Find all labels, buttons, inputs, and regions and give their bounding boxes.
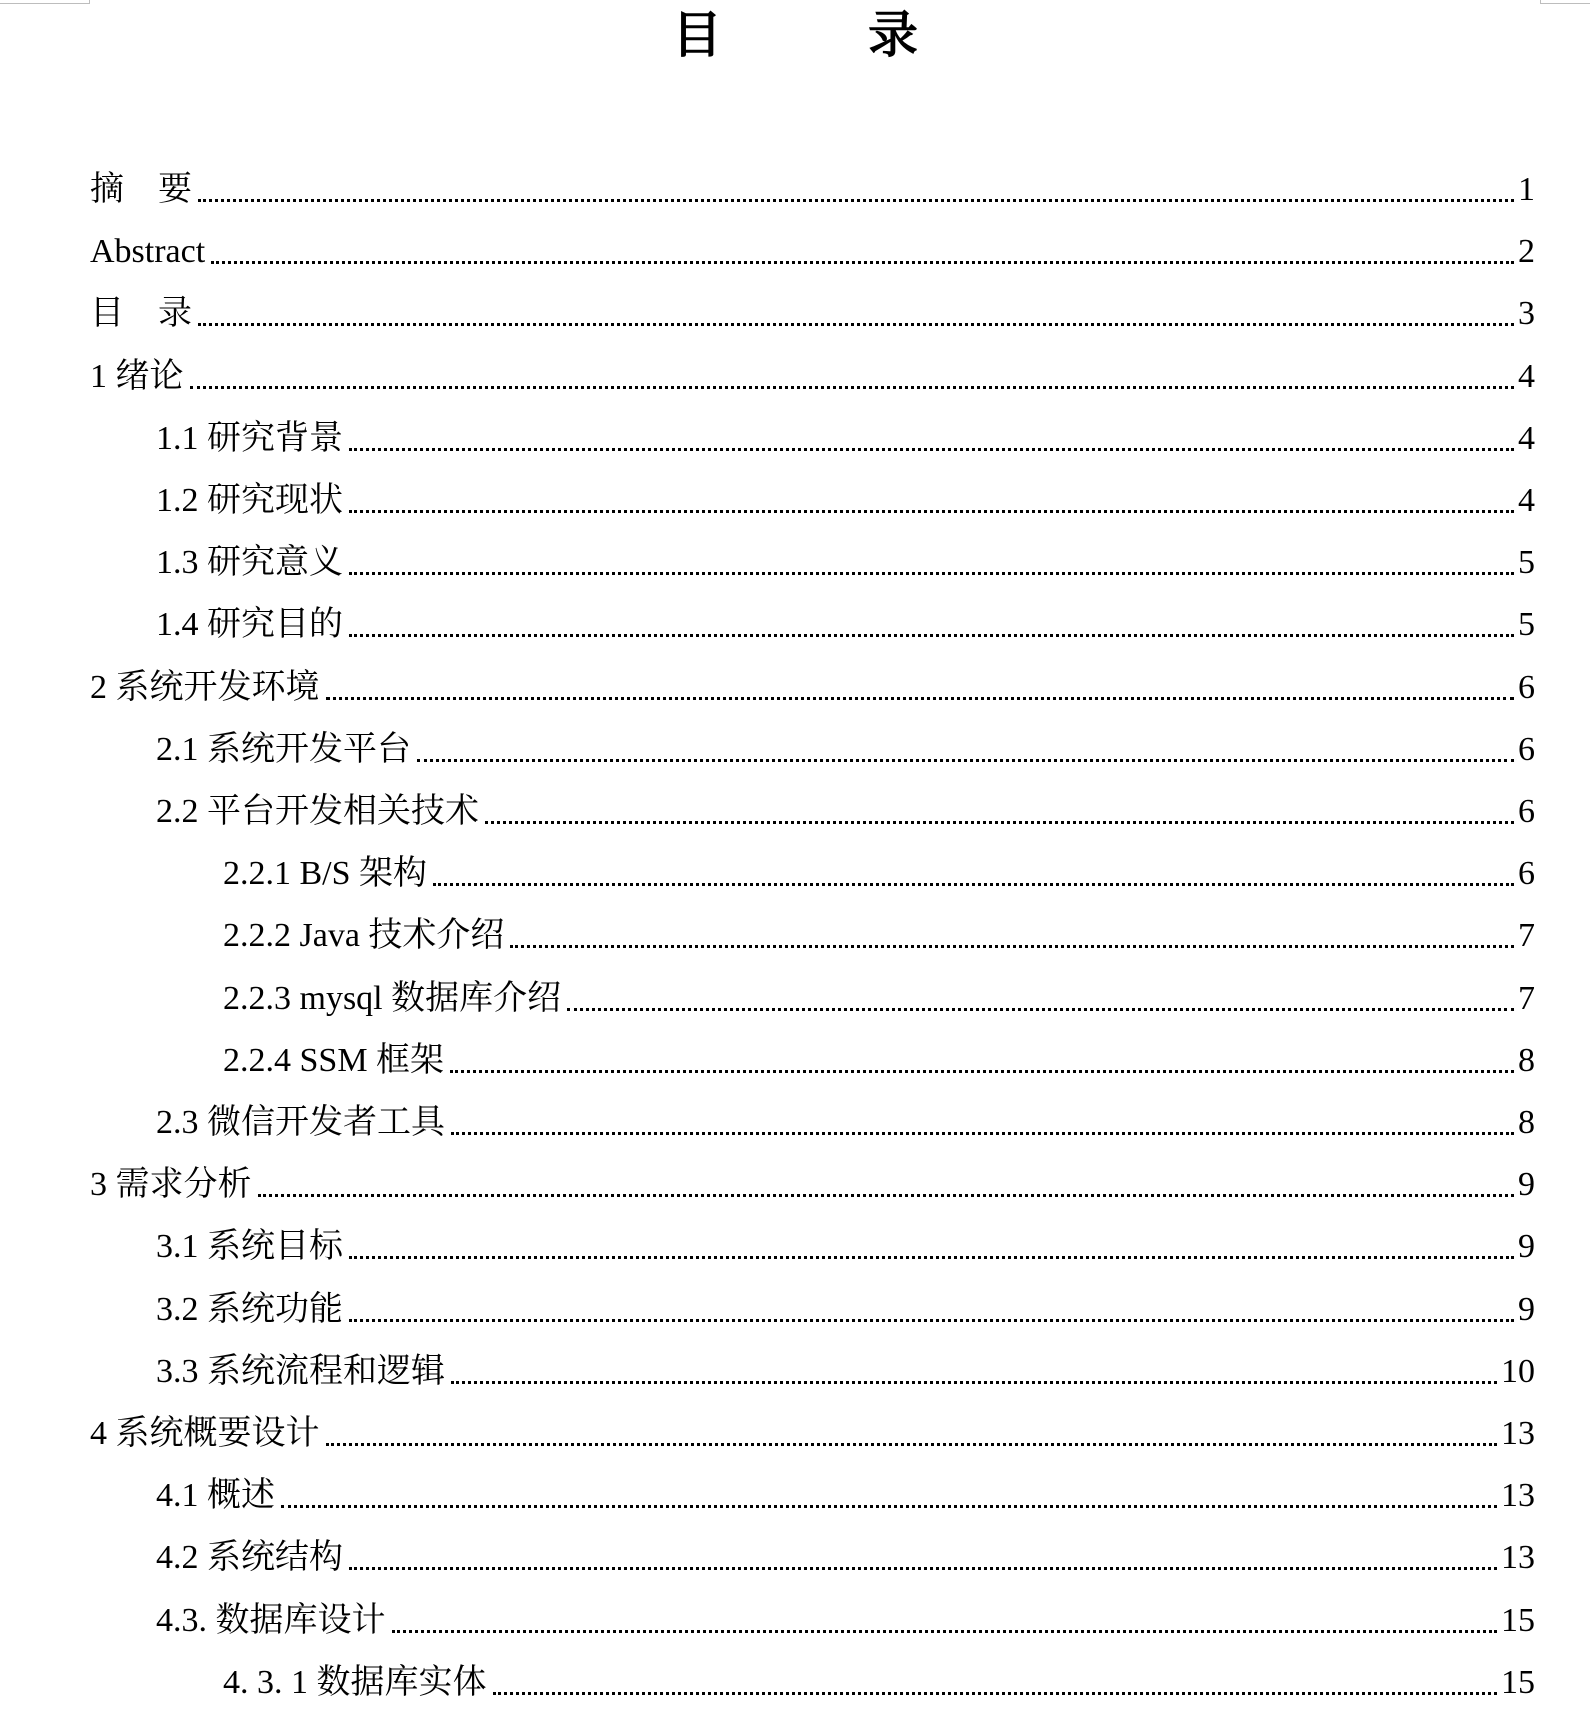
toc-dot-leader: [190, 386, 1515, 389]
toc-entry[interactable]: [223, 900, 1535, 956]
toc-entry-page-number: 9: [1518, 1228, 1535, 1266]
toc-dot-leader: [349, 510, 1514, 513]
toc-entry-page-number: 13: [1501, 1477, 1535, 1515]
toc-entry-page-number: 5: [1518, 606, 1535, 644]
toc-entry[interactable]: [156, 714, 1535, 770]
toc-entry[interactable]: [156, 1585, 1535, 1641]
toc-dot-leader: [451, 1132, 1514, 1135]
toc-entry[interactable]: [90, 216, 1535, 272]
toc-entry-page-number: 6: [1518, 793, 1535, 830]
toc-entry-label: 1.4 研究目的: [156, 606, 343, 644]
toc-entry-page-number: 7: [1518, 979, 1535, 1017]
toc-entry-page-number: 6: [1518, 855, 1535, 893]
toc-dot-leader: [349, 1567, 1497, 1570]
toc-entry[interactable]: [156, 776, 1535, 832]
toc-entry-page-number: 4: [1518, 419, 1535, 457]
toc-title: 目 录: [672, 7, 966, 63]
toc-dot-leader: [326, 697, 1515, 700]
toc-entry[interactable]: [156, 589, 1535, 645]
toc-entry-label: 2.1 系统开发平台: [156, 730, 411, 768]
toc-entry[interactable]: [156, 1522, 1535, 1578]
toc-entry-page-number: 6: [1518, 668, 1535, 706]
toc-entry[interactable]: [90, 1398, 1535, 1454]
toc-entry-label: 4.1 概述: [156, 1477, 275, 1515]
toc-entry-page-number: 13: [1501, 1415, 1535, 1452]
toc-entry-label: 1.3 研究意义: [156, 544, 343, 582]
toc-dot-leader: [392, 1630, 1498, 1633]
toc-entry-label: 3.2 系统功能: [156, 1290, 343, 1328]
toc-entry-page-number: 9: [1518, 1290, 1535, 1328]
toc-entry[interactable]: [223, 963, 1535, 1019]
toc-entry-label: 4 系统概要设计: [90, 1415, 320, 1452]
toc-dot-leader: [349, 634, 1514, 637]
toc-dot-leader: [567, 1008, 1514, 1011]
toc-dot-leader: [485, 821, 1514, 824]
toc-entry-label: 3.3 系统流程和逻辑: [156, 1352, 445, 1390]
toc-entry-label: 2 系统开发环境: [90, 668, 320, 706]
toc-entry-page-number: 15: [1501, 1601, 1535, 1639]
toc-entry-label: 4.3. 数据库设计: [156, 1601, 386, 1639]
toc-entry-page-number: 7: [1518, 917, 1535, 955]
toc-dot-leader: [450, 1070, 1514, 1073]
toc-entry-label: 1 绪论: [90, 357, 184, 395]
toc-entry[interactable]: [156, 527, 1535, 583]
toc-entry-page-number: 5: [1518, 544, 1535, 582]
toc-dot-leader: [349, 1319, 1514, 1322]
toc-entry-page-number: 8: [1518, 1041, 1535, 1079]
toc-entry[interactable]: [223, 1025, 1535, 1081]
toc-dot-leader: [451, 1381, 1497, 1384]
toc-entry-page-number: 13: [1501, 1539, 1535, 1577]
toc-entry-page-number: 1: [1518, 171, 1535, 208]
toc-entry[interactable]: [90, 278, 1535, 334]
toc-entry[interactable]: [156, 465, 1535, 521]
toc-entry-page-number: 9: [1518, 1166, 1535, 1204]
toc-dot-leader: [493, 1692, 1498, 1695]
toc-dot-leader: [211, 261, 1514, 264]
toc-entry-label: 4.2 系统结构: [156, 1539, 343, 1577]
toc-entry-label: 2.2.4 SSM 框架: [223, 1041, 445, 1079]
toc-entry-label: Abstract: [90, 233, 206, 271]
toc-entry-page-number: 10: [1501, 1352, 1535, 1390]
toc-entry-label: 3.1 系统目标: [156, 1228, 343, 1266]
toc-entry[interactable]: [90, 341, 1535, 397]
toc-dot-leader: [510, 945, 1514, 948]
toc-dot-leader: [417, 759, 1514, 762]
toc-dot-leader: [281, 1505, 1497, 1508]
toc-entry[interactable]: [156, 403, 1535, 459]
toc-entry-page-number: 3: [1518, 295, 1535, 333]
toc-entry-page-number: 4: [1518, 357, 1535, 395]
toc-entry-label: 2.3 微信开发者工具: [156, 1104, 445, 1141]
toc-dot-leader: [198, 199, 1514, 202]
toc-entry[interactable]: [90, 1149, 1535, 1205]
toc-dot-leader: [326, 1443, 1498, 1446]
toc-entry-label: 2.2 平台开发相关技术: [156, 793, 479, 830]
toc-entry-label: 2.2.3 mysql 数据库介绍: [223, 979, 562, 1017]
toc-entry-page-number: 8: [1518, 1104, 1535, 1141]
toc-entry-label: 2.2.1 B/S 架构: [223, 855, 428, 893]
toc-entry[interactable]: [223, 1647, 1535, 1703]
toc-dot-leader: [349, 1256, 1514, 1259]
toc-entry-label: 1.1 研究背景: [156, 419, 343, 457]
toc-entry-page-number: 2: [1518, 233, 1535, 271]
toc-entry-label: 1.2 研究现状: [156, 482, 343, 519]
toc-dot-leader: [433, 883, 1514, 886]
toc-entry[interactable]: [90, 652, 1535, 708]
toc-entry[interactable]: [223, 838, 1535, 894]
toc-entry[interactable]: [156, 1336, 1535, 1392]
toc-entry[interactable]: [156, 1274, 1535, 1330]
toc-entry-page-number: 6: [1518, 730, 1535, 768]
toc-entry-page-number: 15: [1501, 1663, 1535, 1701]
toc-dot-leader: [349, 572, 1514, 575]
toc-entry[interactable]: [90, 154, 1535, 210]
toc-entry[interactable]: [156, 1087, 1535, 1143]
toc-entry-label: 摘 要: [90, 171, 192, 208]
toc-entry-label: 2.2.2 Java 技术介绍: [223, 917, 505, 955]
toc-entry[interactable]: [156, 1211, 1535, 1267]
toc-dot-leader: [258, 1194, 1515, 1197]
toc-entry[interactable]: [156, 1460, 1535, 1516]
toc-entry-label: 4. 3. 1 数据库实体: [223, 1663, 487, 1701]
toc-dot-leader: [198, 323, 1514, 326]
toc-entry-page-number: 4: [1518, 482, 1535, 519]
toc-dot-leader: [349, 448, 1514, 451]
toc-entry-label: 目 录: [90, 295, 192, 333]
toc-entry-label: 3 需求分析: [90, 1166, 252, 1204]
